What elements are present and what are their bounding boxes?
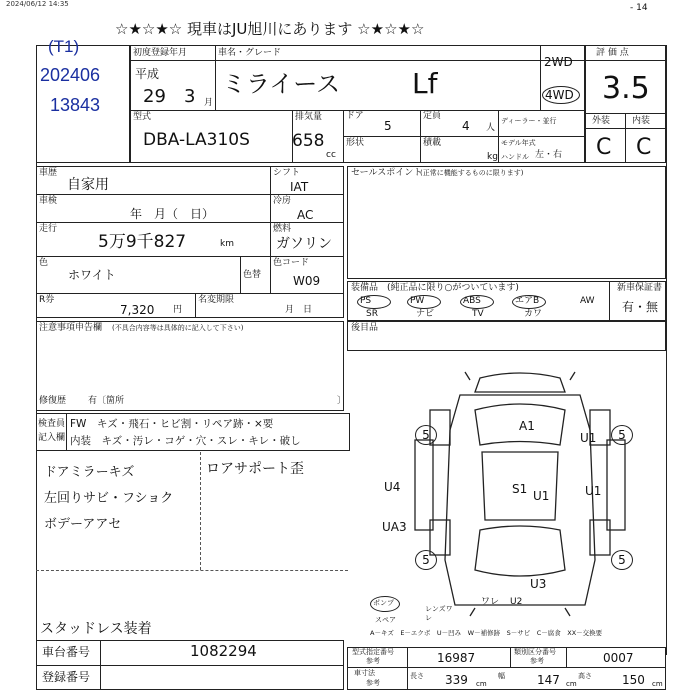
model-label: 型式 <box>133 112 152 122</box>
inspector-label-2: 記入欄 <box>38 433 66 443</box>
width-unit: cm <box>566 680 577 688</box>
km-unit: km <box>220 239 234 249</box>
damage-circle-fr: 5 <box>611 425 633 445</box>
equipment-item-top: AW <box>580 296 595 306</box>
month: 3 <box>184 86 196 107</box>
stamp-date: 202406 <box>40 65 101 85</box>
inspector-label-1: 検査員 <box>38 419 66 429</box>
width-label: 幅 <box>498 672 505 680</box>
era: 平成 <box>135 67 160 81</box>
equipment-item-top: PS <box>360 296 372 306</box>
equipment-label: 装備品 (純正品に限り○がついています) <box>351 283 519 293</box>
recycle-label: R券 <box>39 295 55 305</box>
timestamp: 2024/06/12 14:35 <box>6 0 69 8</box>
ac: AC <box>297 208 314 222</box>
handwritten-5: スタッドレス装着 <box>40 621 152 637</box>
interior-label: 内装 <box>632 116 651 126</box>
class-no: 0007 <box>603 651 634 665</box>
damage-s1: S1 <box>512 482 528 496</box>
score-label: 評 価 点 <box>596 48 629 58</box>
shape-label: 形状 <box>346 138 365 148</box>
stamp-number: 13843 <box>50 95 101 115</box>
equipment-item-bottom: SR <box>366 309 378 319</box>
capacity-label: 定員 <box>423 111 442 121</box>
mileage: 5万9千827 <box>98 232 187 252</box>
equipment-item-bottom: TV <box>472 309 484 319</box>
width: 147 <box>537 673 560 687</box>
corner-mark: - 14 <box>630 3 648 13</box>
dealer-label: ディーラー・並行 <box>501 117 557 125</box>
inspection: 年 月（ 日） <box>130 207 215 221</box>
damage-u4: U4 <box>384 480 401 494</box>
doors-label: ドア <box>346 111 364 121</box>
inspector-line-2: 内装 キズ・汚レ・コゲ・穴・スレ・キレ・破し <box>70 435 301 447</box>
capacity: 4 <box>462 119 470 133</box>
vehicle-grade: Lf <box>412 67 438 100</box>
exterior-score: C <box>596 135 612 160</box>
notes-label: 注意事項申告欄 <box>39 323 103 333</box>
equipment-item-bottom: カワ <box>524 309 543 319</box>
handle-label: ハンドル <box>501 153 529 161</box>
banner: ☆★☆★☆ 現車はJU旭川にあります ☆★☆★☆ <box>115 20 425 38</box>
pump-label: ポンプ <box>373 599 394 607</box>
damage-legend: A－キズ E－エクボ U－凹み W－補修跡 S－サビ C－腐食 XX－交換要 <box>370 629 603 637</box>
class-no-ref: 参考 <box>530 657 544 665</box>
model-year-label: モデル年式 <box>501 139 536 147</box>
color-change-label: 色替 <box>243 270 262 280</box>
cc-unit: cc <box>326 150 336 160</box>
inspection-label: 車検 <box>39 196 58 206</box>
stamp-t1: (T1) <box>48 37 80 56</box>
shift: IAT <box>290 180 309 194</box>
fuel-label: 燃料 <box>273 224 292 234</box>
model-no-label: 型式指定番号 <box>352 648 394 656</box>
doors: 5 <box>384 119 392 133</box>
name-change-label: 名変期限 <box>198 295 235 305</box>
damage-ua3: UA3 <box>382 520 407 534</box>
inspector-line-1: FW キズ・飛石・ヒビ割・リペア跡・×要 <box>70 418 274 430</box>
damage-circle-rl: 5 <box>415 550 437 570</box>
length: 339 <box>445 673 468 687</box>
displacement-label: 排気量 <box>295 112 323 122</box>
exterior-label: 外装 <box>592 116 611 126</box>
rear-seat: 後目品 <box>351 323 379 333</box>
equipment-item-top: ABS <box>463 296 481 306</box>
color-code-label: 色コード <box>273 258 310 268</box>
drive-4wd: 4WD <box>545 88 574 102</box>
dims-label: 車寸法 <box>354 669 375 677</box>
color-code: W09 <box>293 274 321 288</box>
length-unit: cm <box>476 680 487 688</box>
month-unit: 月 <box>204 98 214 108</box>
history: 自家用 <box>67 177 109 193</box>
repair-label: 修復歴 <box>39 396 67 406</box>
handwritten-3: ボデーアアセ <box>44 517 122 532</box>
first-reg-label: 初度登録年月 <box>133 48 188 58</box>
yen-unit: 円 <box>173 305 183 315</box>
chassis-number: 1082294 <box>190 642 257 660</box>
warranty: 有・無 <box>622 300 659 314</box>
fuel: ガソリン <box>276 236 332 252</box>
warranty-label: 新車保証書 <box>617 283 663 293</box>
shift-label: シフト <box>273 168 301 178</box>
name-label: 車名・グレード <box>218 48 282 58</box>
damage-circle-rr: 5 <box>611 550 633 570</box>
sales-point-label: セールスポイント <box>351 168 423 178</box>
handwritten-2: 左回りサビ・フショク <box>44 491 174 506</box>
damage-u2: U2 <box>510 597 523 607</box>
dims-ref: 参考 <box>366 679 380 687</box>
color-label: 色 <box>39 258 49 268</box>
damage-lens: レンズワレ <box>425 605 453 622</box>
height-label: 高さ <box>578 672 592 680</box>
spare-label: スペア <box>375 616 396 624</box>
color: ホワイト <box>68 268 116 282</box>
damage-u1-side: U1 <box>585 484 602 498</box>
sales-point-block <box>347 166 666 279</box>
repair: 有〔箇所 <box>88 396 125 406</box>
displacement: 658 <box>292 131 325 151</box>
year: 29 <box>143 86 166 107</box>
equipment-item-bottom: ナビ <box>416 309 435 319</box>
damage-a1: A1 <box>519 419 535 433</box>
score-value: 3.5 <box>602 71 650 106</box>
load-label: 積載 <box>423 138 442 148</box>
damage-u3: U3 <box>530 577 547 591</box>
handwritten-1: ドアミラーキズ <box>44 465 135 480</box>
height: 150 <box>622 673 645 687</box>
equipment-item-top: エアB <box>515 296 540 306</box>
sales-point-note: (正常に機能するものに限ります) <box>420 169 524 177</box>
notes-sub: (不具合内容等は具体的に記入して下さい) <box>112 324 244 332</box>
kg-unit: kg <box>487 152 498 162</box>
notes-block <box>36 321 344 411</box>
damage-u1-front: U1 <box>580 431 597 445</box>
handle: 左・右 <box>535 150 563 160</box>
mileage-label: 走行 <box>39 224 58 234</box>
recycle: 7,320 <box>120 303 155 317</box>
damage-circle-fl: 5 <box>415 425 437 445</box>
sheet-right-border <box>666 45 667 655</box>
height-unit: cm <box>652 680 663 688</box>
chassis-label: 車台番号 <box>42 645 91 659</box>
history-label: 車歴 <box>39 168 58 178</box>
vehicle-name: ミライース <box>222 70 341 98</box>
equipment-item-top: PW <box>410 296 425 306</box>
model-no-ref: 参考 <box>366 657 380 665</box>
class-no-label: 類別区分番号 <box>514 648 556 656</box>
name-change: 月 日 <box>285 305 313 315</box>
capacity-unit: 人 <box>486 123 496 133</box>
model: DBA-LA310S <box>143 130 250 150</box>
ac-label: 冷房 <box>273 196 292 206</box>
drive-2wd: 2WD <box>544 55 573 69</box>
reg-label: 登録番号 <box>42 670 91 684</box>
handwritten-4: ロアサポート歪 <box>206 461 304 477</box>
length-label: 長さ <box>410 672 424 680</box>
model-no: 16987 <box>437 651 476 665</box>
damage-u1-roof: U1 <box>533 489 550 503</box>
rear-seat-block <box>347 321 666 351</box>
damage-crack: ワレ <box>481 597 500 607</box>
interior-score: C <box>636 135 652 160</box>
